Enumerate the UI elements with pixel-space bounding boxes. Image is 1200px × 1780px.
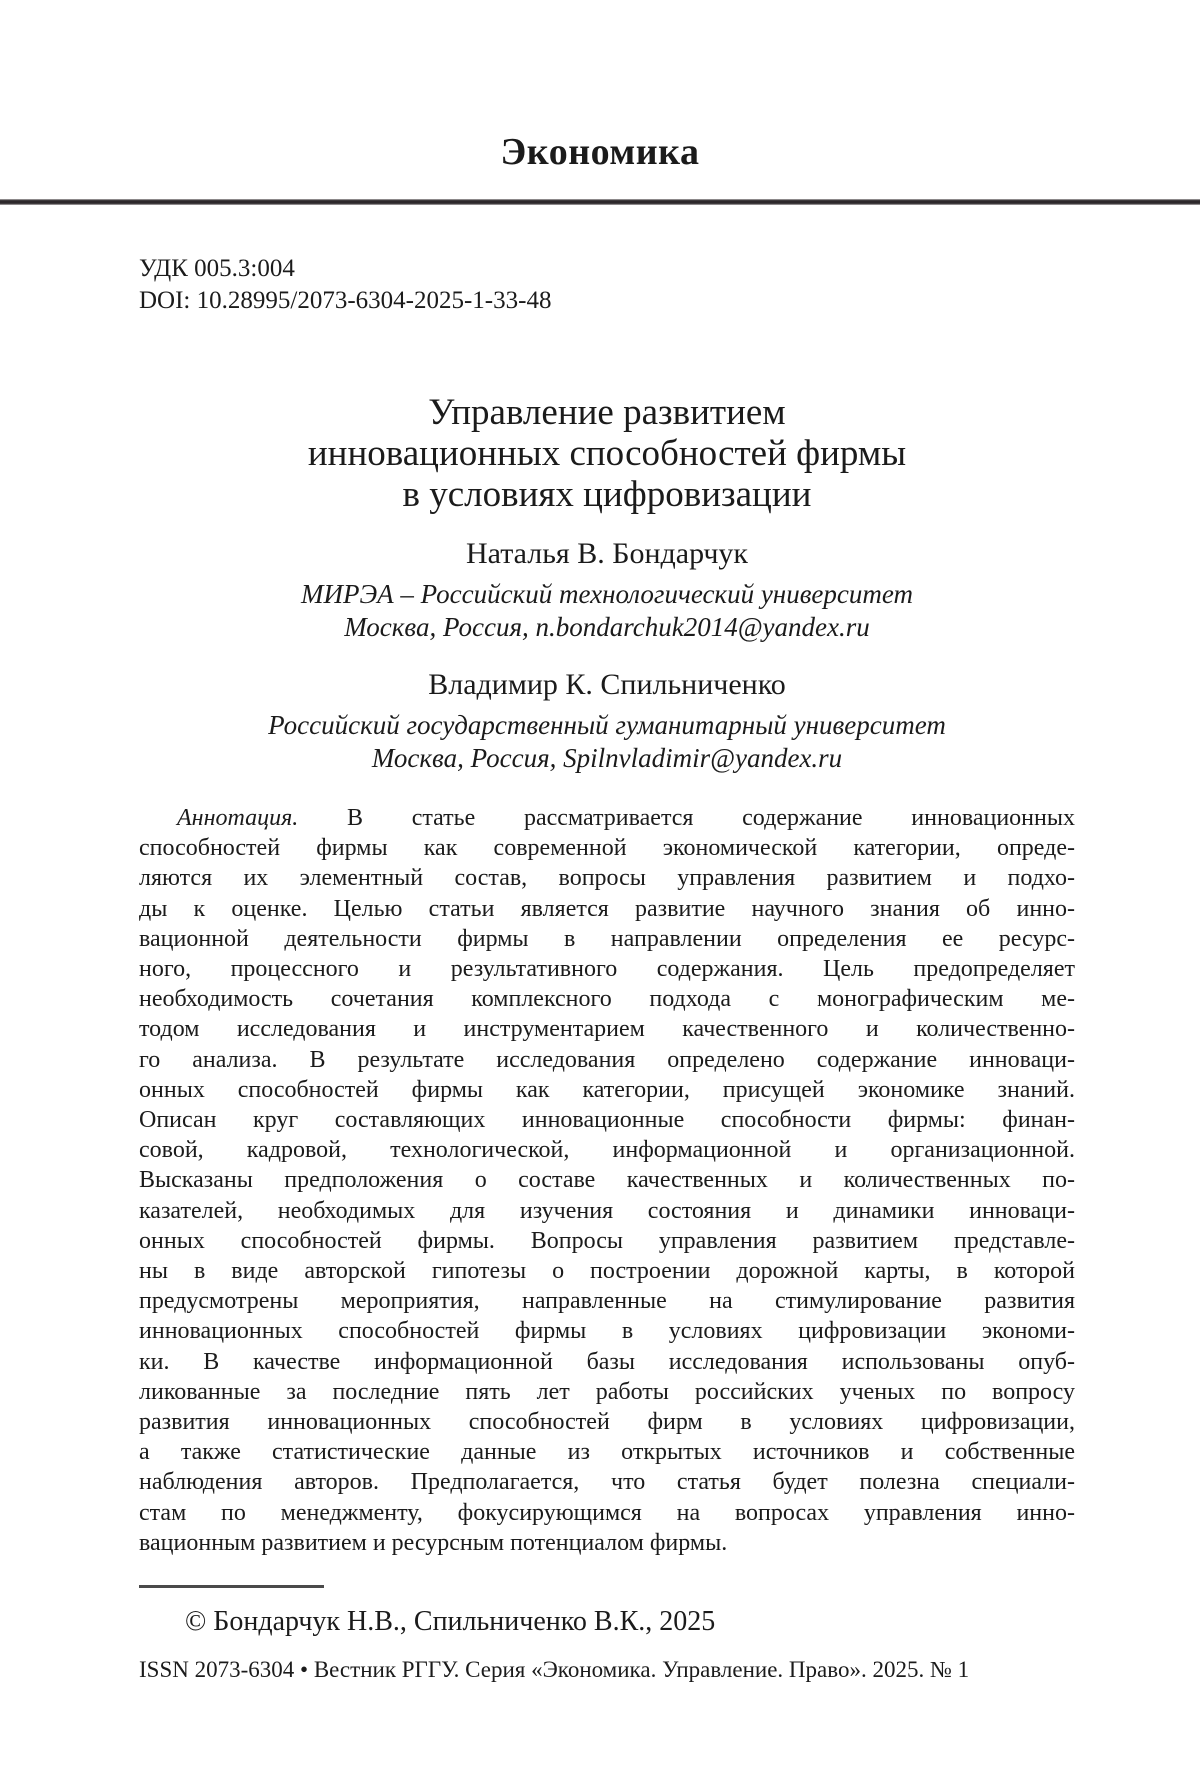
doi: DOI: 10.28995/2073-6304-2025-1-33-48 (139, 286, 552, 314)
abstract-line: онных способностей фирмы как категории, присущей экономике знаний. (139, 1076, 1075, 1103)
abstract-line: Высказаны предположения о составе качественных и количественных по- (139, 1167, 1075, 1194)
abstract-line: совой, кадровой, технологической, информационной и организационной. (139, 1137, 1075, 1164)
abstract-line: ликованные за последние пять лет работы российских ученых по вопросу (139, 1378, 1075, 1405)
abstract-line: казателей, необходимых для изучения состояния и динамики инноваци- (139, 1197, 1075, 1224)
header-rule (0, 199, 1200, 205)
article-title: Управление развитием инновационных способностей фирмы в условиях цифровизации (307, 392, 907, 515)
section-header: Экономика (500, 131, 700, 173)
author-1-affiliation: МИРЭА – Российский технологический университет Москва, Россия, n.bondarchuk2014@yandex.ru (300, 579, 914, 642)
abstract-line: ны в виде авторской гипотезы о построении дорожной карты, в которой (139, 1258, 1075, 1285)
abstract-line: необходимость сочетания комплексного подхода с монографическим ме- (139, 986, 1075, 1013)
abstract-line: Аннотация. В статье рассматривается содержание инновационных (177, 805, 1075, 831)
abstract-line: а также статистические данные из открытых источников и собственные (139, 1439, 1075, 1466)
page-content (139, 253, 1075, 1685)
author-2-affiliation: Российский государственный гуманитарный университет Москва, Россия, Spilnvladimir@yandex.ru (268, 710, 946, 773)
abstract-line: способностей фирмы как современной экономической категории, опреде- (139, 835, 1075, 862)
abstract-line: Описан круг составляющих инновационные способности фирмы: финан- (139, 1107, 1075, 1134)
abstract-label: Аннотация. (177, 805, 347, 831)
author-1-name: Наталья В. Бондарчук (466, 537, 748, 570)
abstract-line: предусмотрены мероприятия, направленные на стимулирование развития (139, 1288, 1075, 1315)
abstract-line: вационным развитием и ресурсным потенциалом фирмы. (139, 1529, 728, 1556)
abstract-line: ки. В качестве информационной базы исследования использованы опуб- (139, 1348, 1075, 1375)
abstract-line: развития инновационных способностей фирм в условиях цифровизации, (139, 1409, 1075, 1436)
abstract-line: инновационных способностей фирмы в условиях цифровизации экономи- (139, 1318, 1075, 1345)
abstract-line: онных способностей фирмы. Вопросы управления развитием представле- (139, 1227, 1075, 1254)
abstract-line: тодом исследования и инструментарием качественного и количественно- (139, 1016, 1075, 1043)
abstract-line: го анализа. В результате исследования определено содержание инноваци- (139, 1046, 1075, 1073)
abstract-line: вационной деятельности фирмы в направлении определения ее ресурс- (139, 925, 1075, 952)
udc-doi-block (139, 253, 1075, 316)
abstract-line: ного, процессного и результативного содержания. Цель предопределяет (139, 956, 1075, 983)
footnote-divider (139, 1585, 324, 1588)
abstract-line: наблюдения авторов. Предполагается, что статья будет полезна специали- (139, 1469, 1075, 1496)
copyright-line: © Бондарчук Н.В., Спильниченко В.К., 2025 (185, 1606, 716, 1638)
issn-footer-line: ISSN 2073-6304 • Вестник РГГУ. Серия «Экономика. Управление. Право». 2025. № 1 (139, 1657, 970, 1683)
udc-code: УДК 005.3:004 (139, 255, 295, 282)
author-2-name: Владимир К. Спильниченко (428, 668, 786, 701)
abstract (139, 803, 1075, 1558)
abstract-line: ды к оценке. Целью статьи является развитие научного знания об инно- (139, 895, 1075, 922)
abstract-line: ляются их элементный состав, вопросы управления развитием и подхо- (139, 865, 1075, 892)
abstract-line: стам по менеджменту, фокусирующимся на вопросах управления инно- (139, 1499, 1075, 1526)
